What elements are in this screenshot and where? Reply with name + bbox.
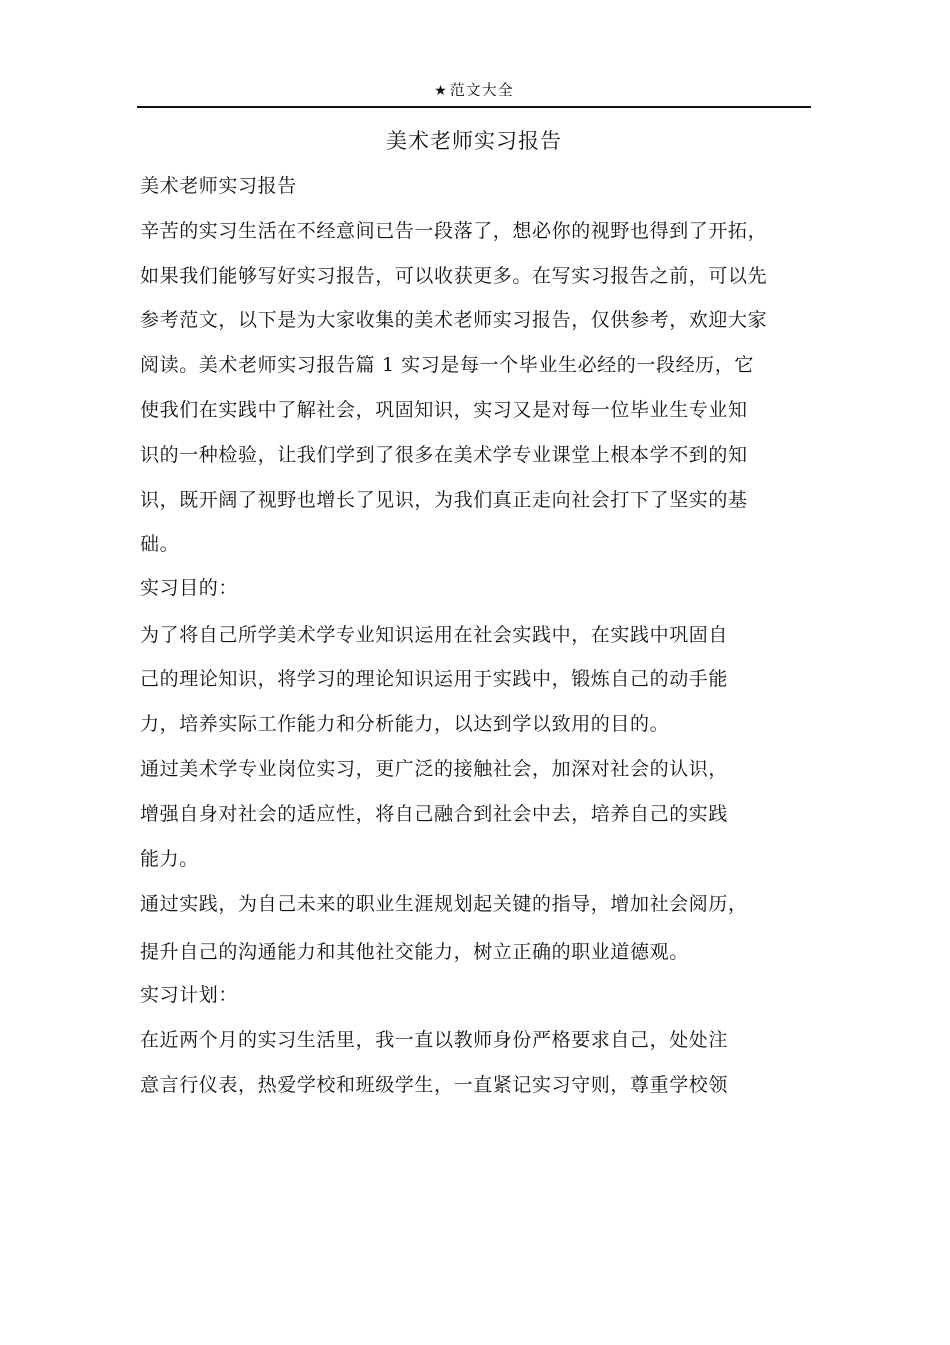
body-line: 识，既开阔了视野也增长了见识，为我们真正走向社会打下了坚实的基 — [140, 489, 748, 511]
body-line: 力，培养实际工作能力和分析能力，以达到学以致用的目的。 — [140, 713, 670, 735]
header-title: 范文大全 — [449, 81, 514, 96]
body-line: 在近两个月的实习生活里，我一直以教师身份严格要求自己，处处注 — [140, 1029, 729, 1051]
body-line: 能力。 — [140, 848, 199, 870]
body-line: 美术老师实习报告 — [140, 175, 297, 197]
body-line: 参考范文，以下是为大家收集的美术老师实习报告，仅供参考，欢迎大家 — [140, 309, 768, 331]
body-line: 为了将自己所学美术学专业知识运用在社会实践中，在实践中巩固自 — [140, 624, 729, 646]
body-line: 辛苦的实习生活在不经意间已告一段落了，想必你的视野也得到了开拓， — [140, 220, 768, 242]
body-line: 通过美术学专业岗位实习，更广泛的接触社会，加深对社会的认识， — [140, 758, 729, 780]
section-heading: 实习目的： — [140, 577, 239, 599]
page-header — [137, 80, 811, 108]
body-line: 增强自身对社会的适应性，将自己融合到社会中去，培养自己的实践 — [140, 803, 729, 825]
body-line: 己的理论知识，将学习的理论知识运用于实践中，锻炼自己的动手能 — [140, 668, 729, 690]
section-heading: 实习计划： — [140, 984, 239, 1006]
body-line: 础。 — [140, 533, 180, 555]
body-line: 意言行仪表，热爱学校和班级学生，一直紧记实习守则，尊重学校领 — [140, 1074, 729, 1096]
body-line: 识的一种检验，让我们学到了很多在美术学专业课堂上根本学不到的知 — [140, 444, 748, 466]
body-line: 阅读。美术老师实习报告篇 1 实习是每一个毕业生必经的一段经历，它 — [140, 354, 754, 376]
body-line: 提升自己的沟通能力和其他社交能力，树立正确的职业道德观。 — [140, 941, 689, 963]
body-line: 使我们在实践中了解社会，巩固知识，实习又是对每一位毕业生专业知 — [140, 399, 748, 421]
body-line: 如果我们能够写好实习报告，可以收获更多。在写实习报告之前，可以先 — [140, 265, 768, 287]
document-title: 美术老师实习报告 — [386, 129, 562, 153]
star-icon: ★ — [434, 83, 448, 96]
header-label — [434, 80, 514, 96]
body-line: 通过实践，为自己未来的职业生涯规划起关键的指导，增加社会阅历， — [140, 893, 748, 915]
